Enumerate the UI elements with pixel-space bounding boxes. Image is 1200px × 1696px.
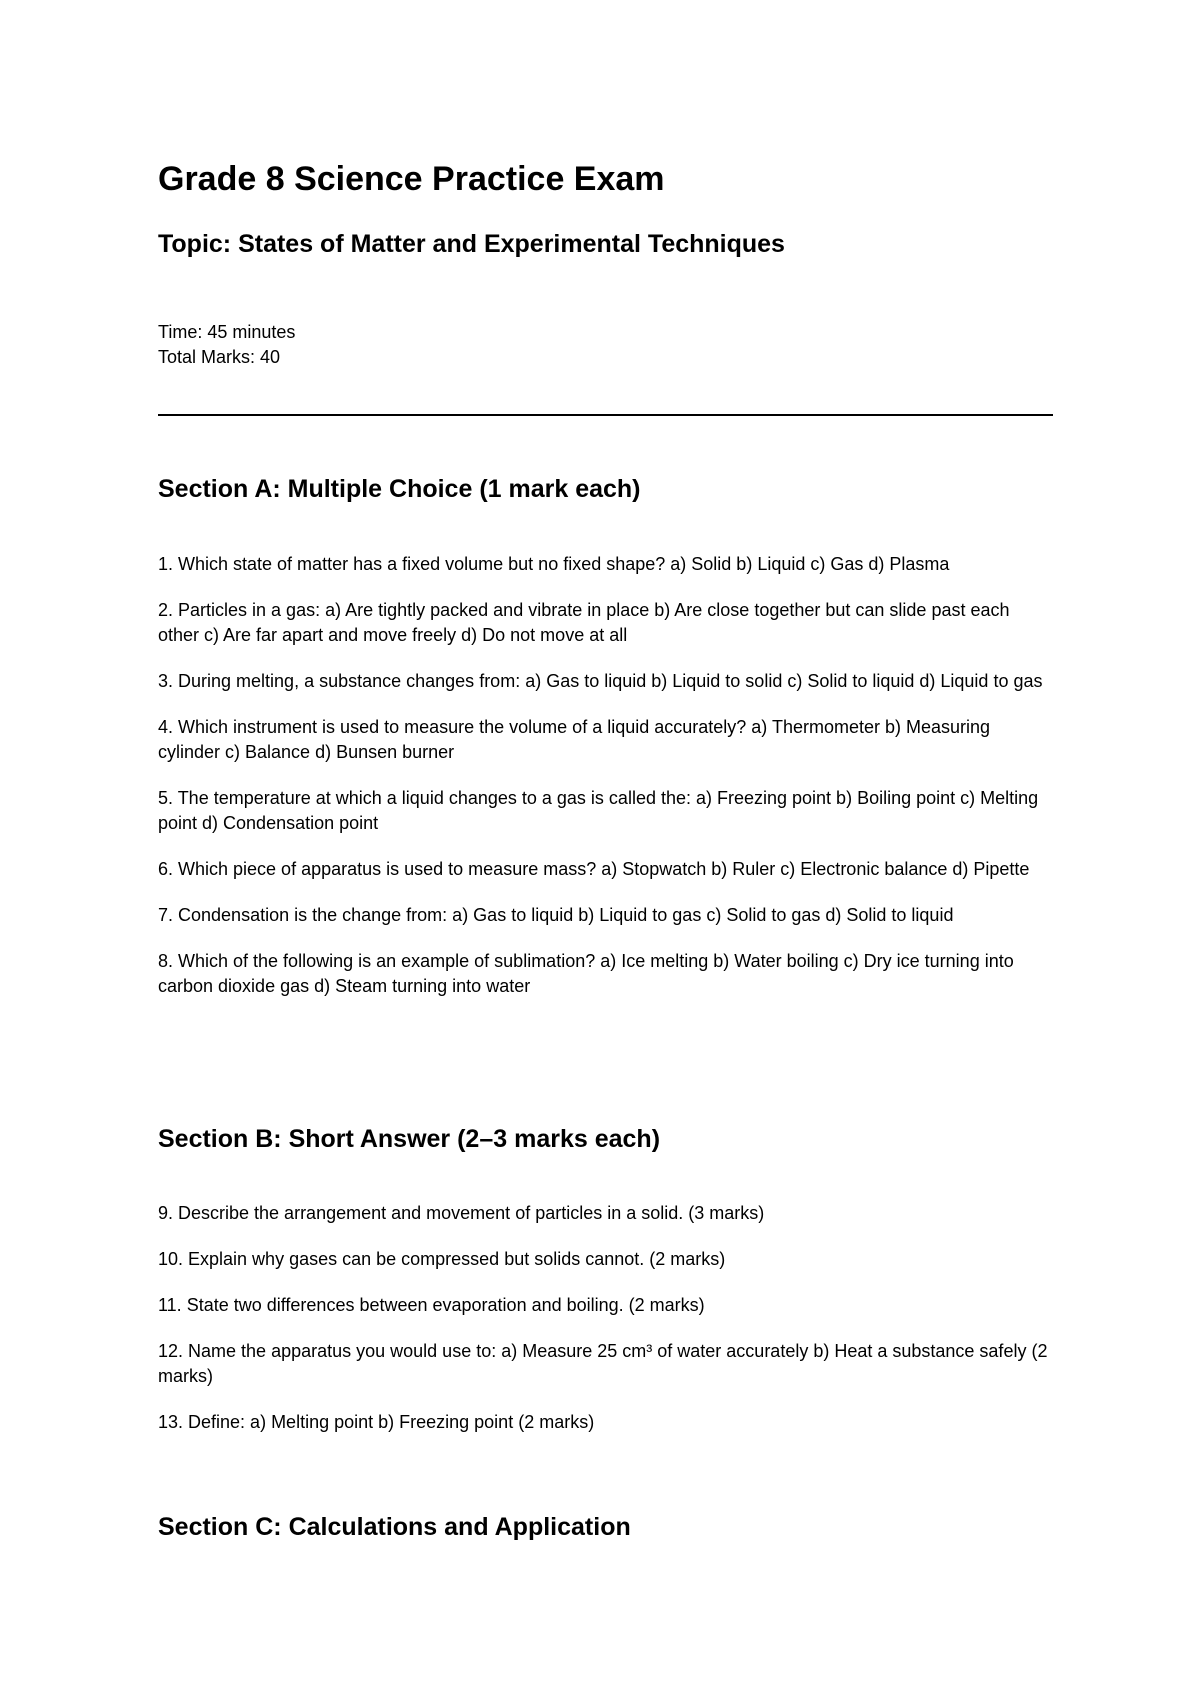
question-5: 5. The temperature at which a liquid changes to a gas is called the: a) Freezing point b) Boiling point c) Melting point d) Condensation point (158, 788, 1039, 833)
question-10: 10. Explain why gases can be compressed but solids cannot. (2 marks) (158, 1249, 726, 1269)
question-3: 3. During melting, a substance changes from: a) Gas to liquid b) Liquid to solid c) Solid to liquid d) Liquid to gas (158, 671, 1043, 691)
question-8: 8. Which of the following is an example of sublimation? a) Ice melting b) Water boiling c) Dry ice turning into carbon dioxide gas d) Steam turning into water (158, 951, 1014, 996)
exam-meta (158, 320, 295, 370)
horizontal-divider (158, 414, 1053, 416)
question-11: 11. State two differences between evaporation and boiling. (2 marks) (158, 1295, 705, 1315)
question-2: 2. Particles in a gas: a) Are tightly packed and vibrate in place b) Are close together but can slide past each other c) Are far apart and move freely d) Do not move at all (158, 600, 1010, 645)
exam-title: Grade 8 Science Practice Exam (158, 160, 665, 198)
section-b-questions (158, 1201, 1053, 1456)
question-6: 6. Which piece of apparatus is used to measure mass? a) Stopwatch b) Ruler c) Electronic balance d) Pipette (158, 859, 1030, 879)
question-13: 13. Define: a) Melting point b) Freezing point (2 marks) (158, 1412, 595, 1432)
exam-topic: Topic: States of Matter and Experimental Techniques (158, 230, 785, 258)
question-4: 4. Which instrument is used to measure the volume of a liquid accurately? a) Thermometer b) Measuring cylinder c) Balance d) Bunsen burner (158, 717, 991, 762)
exam-time: Time: 45 minutes (158, 322, 296, 342)
question-12: 12. Name the apparatus you would use to: a) Measure 25 cm³ of water accurately b) Heat a substance safely (2 marks) (158, 1341, 1048, 1386)
section-c-heading: Section C: Calculations and Application (158, 1513, 631, 1541)
section-b-heading: Section B: Short Answer (2–3 marks each) (158, 1125, 661, 1153)
question-1: 1. Which state of matter has a fixed volume but no fixed shape? a) Solid b) Liquid c) Gas d) Plasma (158, 554, 950, 574)
section-a-heading: Section A: Multiple Choice (1 mark each) (158, 475, 641, 503)
section-a-questions (158, 552, 1053, 1020)
question-7: 7. Condensation is the change from: a) Gas to liquid b) Liquid to gas c) Solid to gas d) Solid to liquid (158, 905, 954, 925)
question-9: 9. Describe the arrangement and movement of particles in a solid. (3 marks) (158, 1203, 765, 1223)
exam-total-marks: Total Marks: 40 (158, 347, 281, 367)
